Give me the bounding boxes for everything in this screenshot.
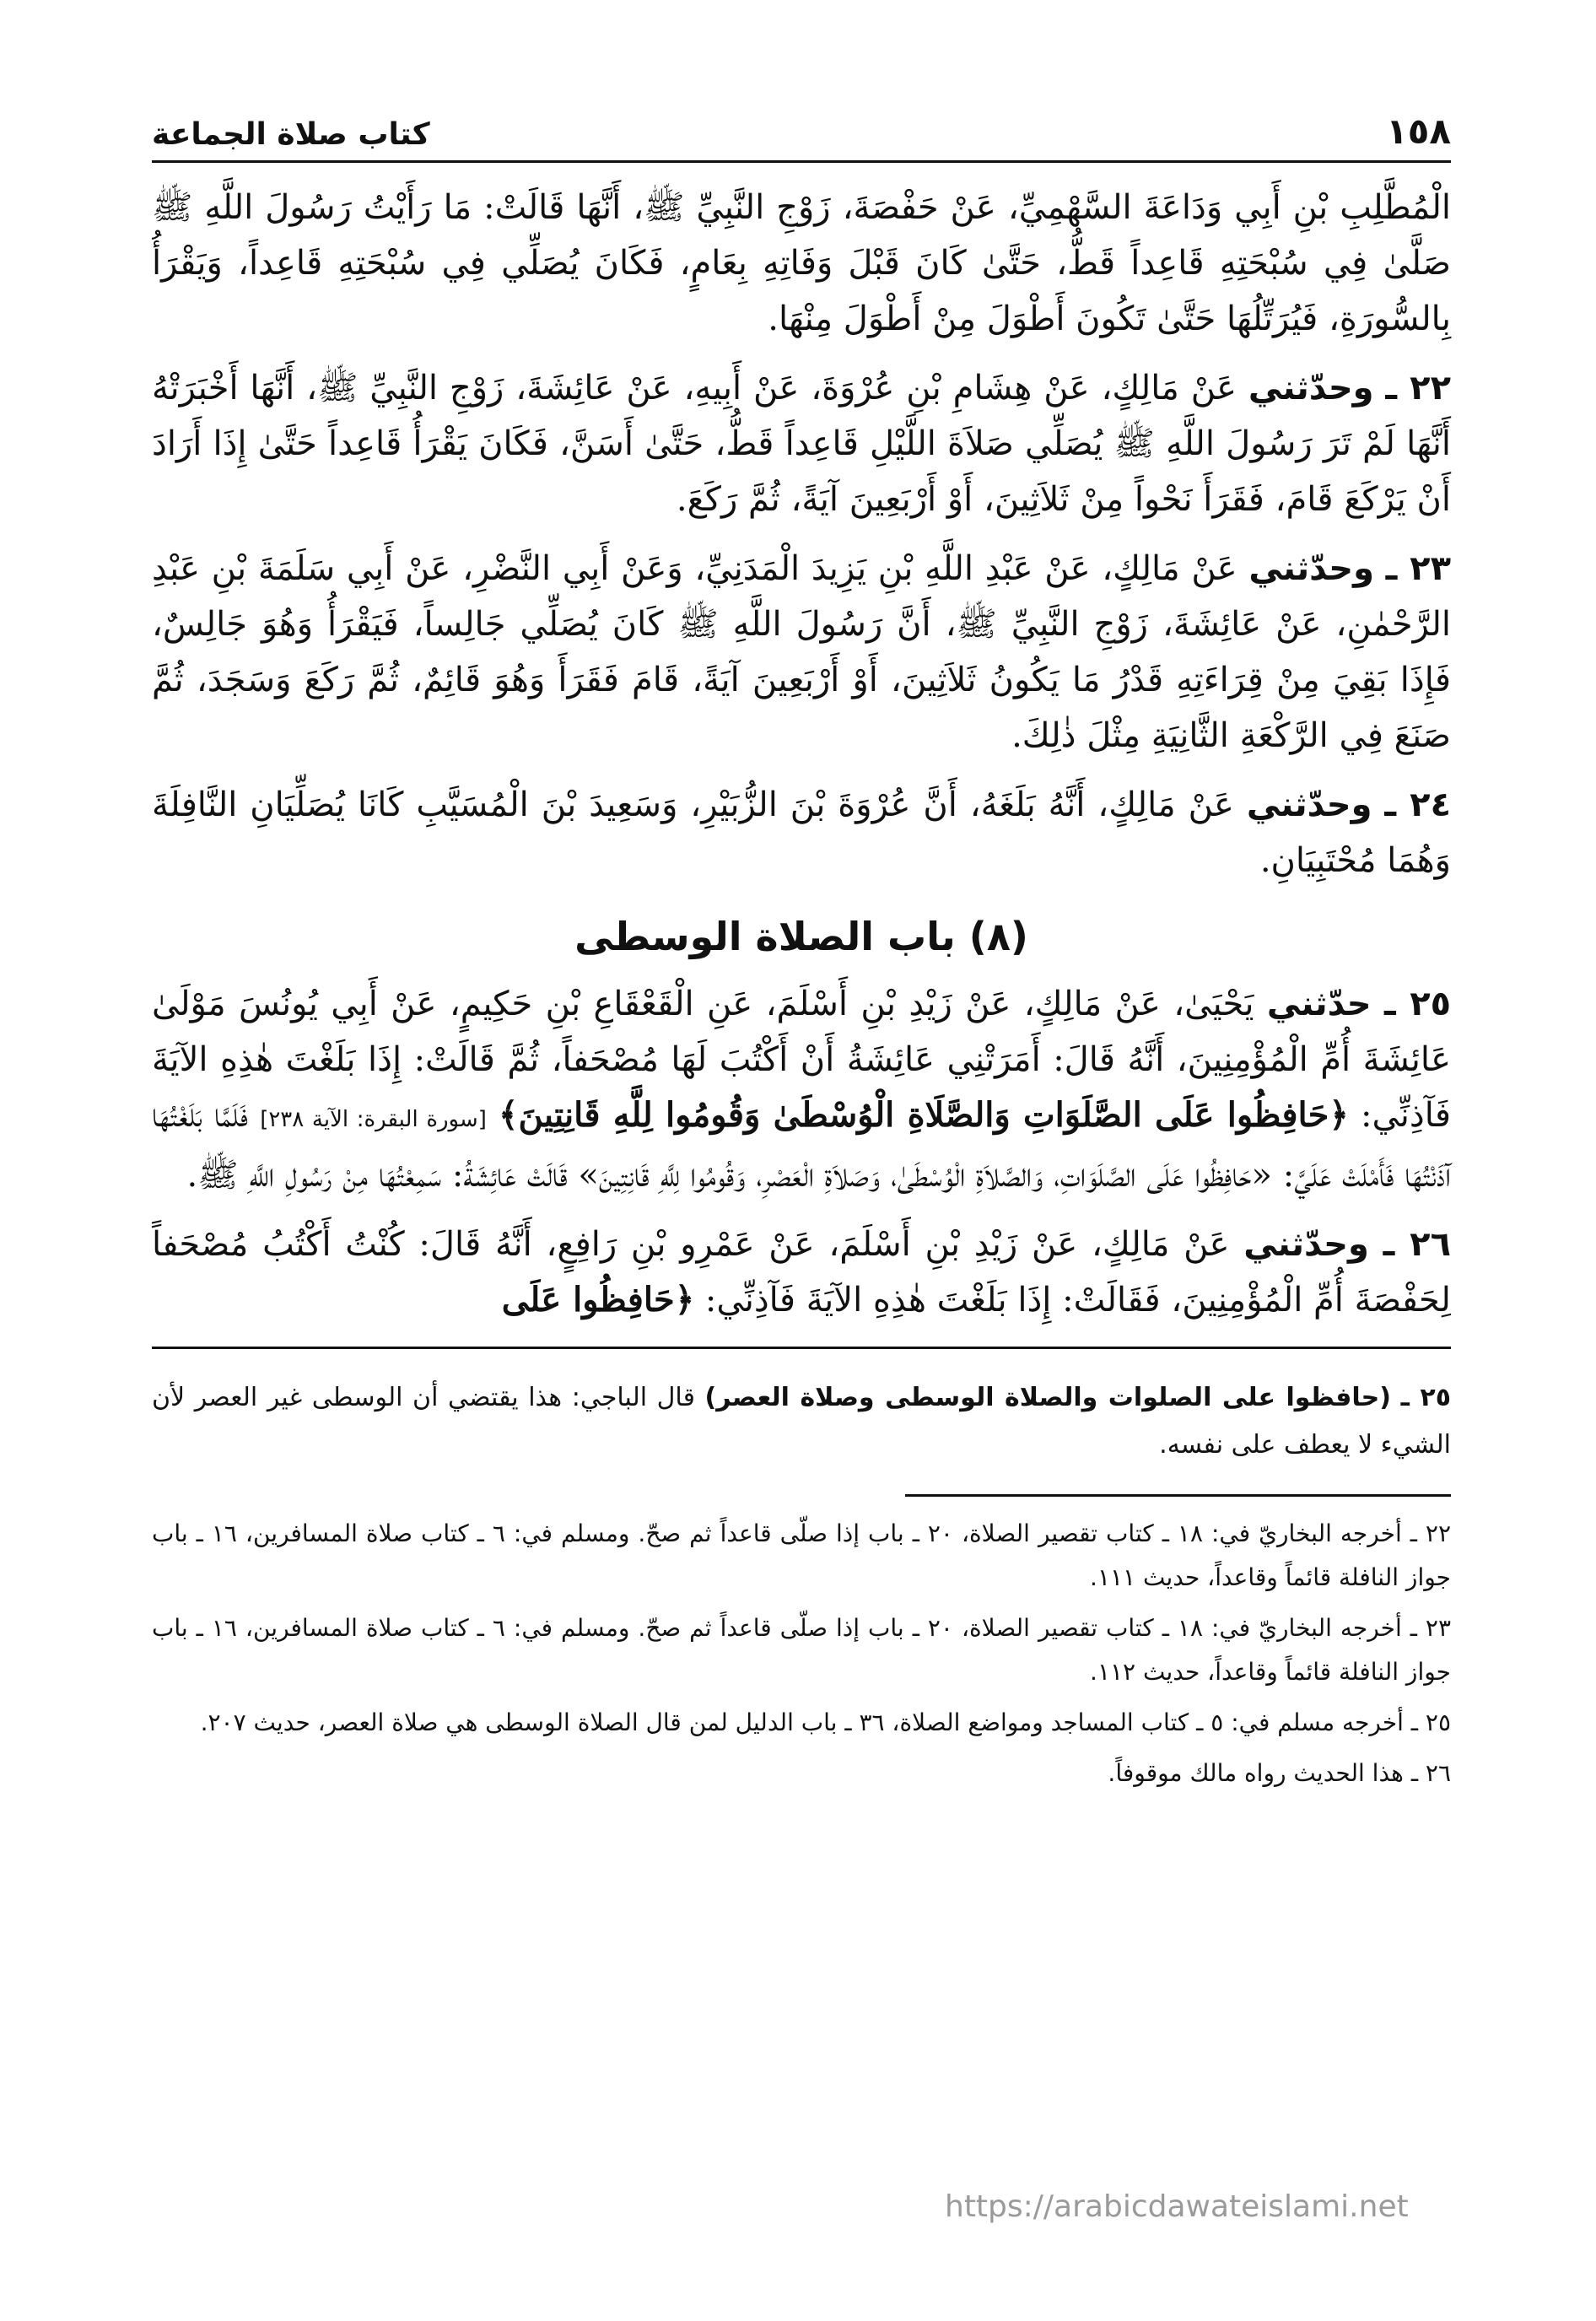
hadith-number: ٢٥ ـ	[1383, 985, 1452, 1023]
footnote-divider	[905, 1494, 1451, 1497]
quran-verse: ﴿حَافِظُوا عَلَى	[501, 1280, 695, 1320]
footnotes	[152, 1512, 1451, 1795]
commentary	[152, 1374, 1451, 1469]
page-header	[152, 84, 1451, 163]
hadith-text: عَنْ مَالِكٍ، عَنْ عَبْدِ اللَّهِ بْنِ يَزِيدَ الْمَدَنِيِّ، وَعَنْ أَبِي النَّضْرِ، عَنْ أَبِي سَلَمَةَ بْنِ عَبْدِ الرَّحْمٰنِ، عَنْ عَائِشَةَ، زَوْجِ النَّبِيِّ ﷺ، أَنَّ رَسُولَ اللَّهِ ﷺ كَانَ يُصَلِّي جَالِساً، فَيَقْرَأُ وَهُوَ جَالِسٌ، فَإِذَا بَقِيَ مِنْ قِرَاءَتِهِ قَدْرُ مَا يَكُونُ ثَلاَثِينَ، أَوْ أَرْبَعِينَ آيَةً، قَامَ فَقَرَأَ وَهُوَ قَائِمٌ، ثُمَّ رَكَعَ وَسَجَدَ، ثُمَّ صَنَعَ فِي الرَّكْعَةِ الثَّانِيَةِ مِثْلَ ذٰلِكَ.	[152, 549, 1452, 755]
page-number: ١٥٨	[1386, 111, 1451, 152]
hadith-text-continued: فَلَمَّا بَلَغْتُهَا آذَنْتُهَا فَأَمْلَتْ عَلَيَّ: «حَافِظُوا عَلَى الصَّلَوَاتِ، وَالصَّلاَةِ الْوُسْطَىٰ، وَصَلاَةِ الْعَصْرِ، وَقُومُوا لِلَّهِ قَانِتِينَ» قَالَتْ عَائِشَةُ: سَمِعْتُهَا مِنْ رَسُولِ اللَّهِ ﷺ.	[152, 1096, 1451, 1195]
hadith-text: عَنْ مَالِكٍ، عَنْ هِشَامِ بْنِ عُرْوَةَ، عَنْ أَبِيهِ، عَنْ عَائِشَةَ، زَوْجِ النَّبِيِّ ﷺ، أَنَّهَا أَخْبَرَتْهُ أَنَّهَا لَمْ تَرَ رَسُولَ اللَّهِ ﷺ يُصَلِّي صَلاَةَ اللَّيْلِ قَاعِداً قَطُّ، حَتَّىٰ أَسَنَّ، فَكَانَ يَقْرَأُ قَاعِداً حَتَّىٰ إِذَا أَرَادَ أَنْ يَرْكَعَ قَامَ، فَقَرَأَ نَحْواً مِنْ ثَلاَثِينَ، أَوْ أَرْبَعِينَ آيَةً، ثُمَّ رَكَعَ.	[152, 369, 1451, 519]
hadith-lead: وحدّثني	[1246, 785, 1372, 824]
hadith-number: ٢٤ ـ	[1384, 785, 1451, 824]
commentary-divider	[152, 1347, 1451, 1349]
hadith-lead: وحدّثني	[1248, 549, 1374, 588]
watermark: https://arabicdawateislami.net	[945, 2189, 1409, 2224]
book-title: كتاب صلاة الجماعة	[152, 117, 430, 152]
footnote-25: ٢٥ ـ أخرجه مسلم في: ٥ ـ كتاب المساجد ومواضع الصلاة، ٣٦ ـ باب الدليل لمن قال الصلاة الوسطى هي صلاة العصر، حديث ٢٠٧.	[200, 1708, 1451, 1736]
hadith-number: ٢٣ ـ	[1385, 549, 1451, 588]
hadith-text: عَنْ مَالِكٍ، عَنْ زَيْدِ بْنِ أَسْلَمَ، عَنْ عَمْرِو بْنِ رَافِعٍ، أَنَّهُ قَالَ: كُنْتُ أَكْتُبُ مُصْحَفاً لِحَفْصَةَ أُمِّ الْمُؤْمِنِينَ، فَقَالَتْ: إِذَا بَلَغْتَ هٰذِهِ الآيَةَ فَآذِنِّي:	[152, 1225, 1451, 1320]
hadith-23	[152, 541, 1451, 764]
commentary-text: قال الباجي: هذا يقتضي أن الوسطى غير العصر لأن الشيء لا يعطف على نفسه.	[152, 1383, 1451, 1460]
commentary-number: ٢٥ ـ	[1400, 1383, 1452, 1412]
hadith-24	[152, 777, 1451, 888]
hadith-lead: وحدّثني	[1248, 369, 1374, 408]
commentary-lead: (حافظوا على الصلوات والصلاة الوسطى وصلاة العصر)	[704, 1383, 1392, 1412]
hadith-lead: حدّثني	[1266, 985, 1372, 1023]
footnote-23: ٢٣ ـ أخرجه البخاريّ في: ١٨ ـ كتاب تقصير الصلاة، ٢٠ ـ باب إذا صلّى قاعداً ثم صحّ. ومسلم في: ٦ ـ كتاب صلاة المسافرين، ١٦ ـ باب جواز النافلة قائماً وقاعداً، حديث ١١٢.	[152, 1614, 1451, 1686]
hadith-number: ٢٢ ـ	[1385, 369, 1451, 408]
hadith-lead: وحدّثني	[1243, 1225, 1369, 1264]
chapter-heading: (٨) باب الصلاة الوسطى	[574, 914, 1028, 959]
hadith-26	[152, 1217, 1451, 1328]
hadith-number: ٢٦ ـ	[1383, 1225, 1451, 1264]
quran-reference: [سورة البقرة: الآية ٢٣٨]	[260, 1107, 487, 1132]
main-text	[152, 180, 1451, 1328]
quran-verse: ﴿حَافِظُوا عَلَى الصَّلَوَاتِ وَالصَّلَاةِ الْوُسْطَىٰ وَقُومُوا لِلَّهِ قَانِتِينَ﴾	[499, 1095, 1349, 1135]
book-page	[152, 84, 1451, 2295]
footnote-22: ٢٢ ـ أخرجه البخاريّ في: ١٨ ـ كتاب تقصير الصلاة، ٢٠ ـ باب إذا صلّى قاعداً ثم صحّ. ومسلم في: ٦ ـ كتاب صلاة المسافرين، ١٦ ـ باب جواز النافلة قائماً وقاعداً، حديث ١١١.	[152, 1519, 1451, 1591]
hadith-text: عَنْ مَالِكٍ، أَنَّهُ بَلَغَهُ، أَنَّ عُرْوَةَ بْنَ الزُّبَيْرِ، وَسَعِيدَ بْنَ الْمُسَيَّبِ كَانَا يُصَلِّيَانِ النَّافِلَةَ وَهُمَا مُحْتَبِيَانِ.	[152, 785, 1451, 880]
hadith-22	[152, 360, 1451, 527]
hadith-25	[152, 976, 1451, 1203]
hadith-text: يَحْيَىٰ، عَنْ مَالِكٍ، عَنْ زَيْدِ بْنِ أَسْلَمَ، عَنِ الْقَعْقَاعِ بْنِ حَكِيمٍ، عَنْ أَبِي يُونُسَ مَوْلَىٰ عَائِشَةَ أُمِّ الْمُؤْمِنِينَ، أَنَّهُ قَالَ: أَمَرَتْنِي عَائِشَةُ أَنْ أَكْتُبَ لَهَا مُصْحَفاً، ثُمَّ قَالَتْ: إِذَا بَلَغْتَ هٰذِهِ الآيَةَ فَآذِنِّي:	[152, 985, 1452, 1135]
paragraph-continuation: الْمُطَّلِبِ بْنِ أَبِي وَدَاعَةَ السَّهْمِيِّ، عَنْ حَفْصَةَ، زَوْجِ النَّبِيِّ ﷺ، أَنَّهَا قَالَتْ: مَا رَأَيْتُ رَسُولَ اللَّهِ ﷺ صَلَّىٰ فِي سُبْحَتِهِ قَاعِداً قَطُّ، حَتَّىٰ كَانَ قَبْلَ وَفَاتِهِ بِعَامٍ، فَكَانَ يُصَلِّي فِي سُبْحَتِهِ قَاعِداً، وَيَقْرَأُ بِالسُّورَةِ، فَيُرَتِّلُهَا حَتَّىٰ تَكُونَ أَطْوَلَ مِنْ أَطْوَلَ مِنْهَا.	[152, 188, 1451, 338]
footnote-26: ٢٦ ـ هذا الحديث رواه مالك موقوفاً.	[1108, 1759, 1451, 1787]
